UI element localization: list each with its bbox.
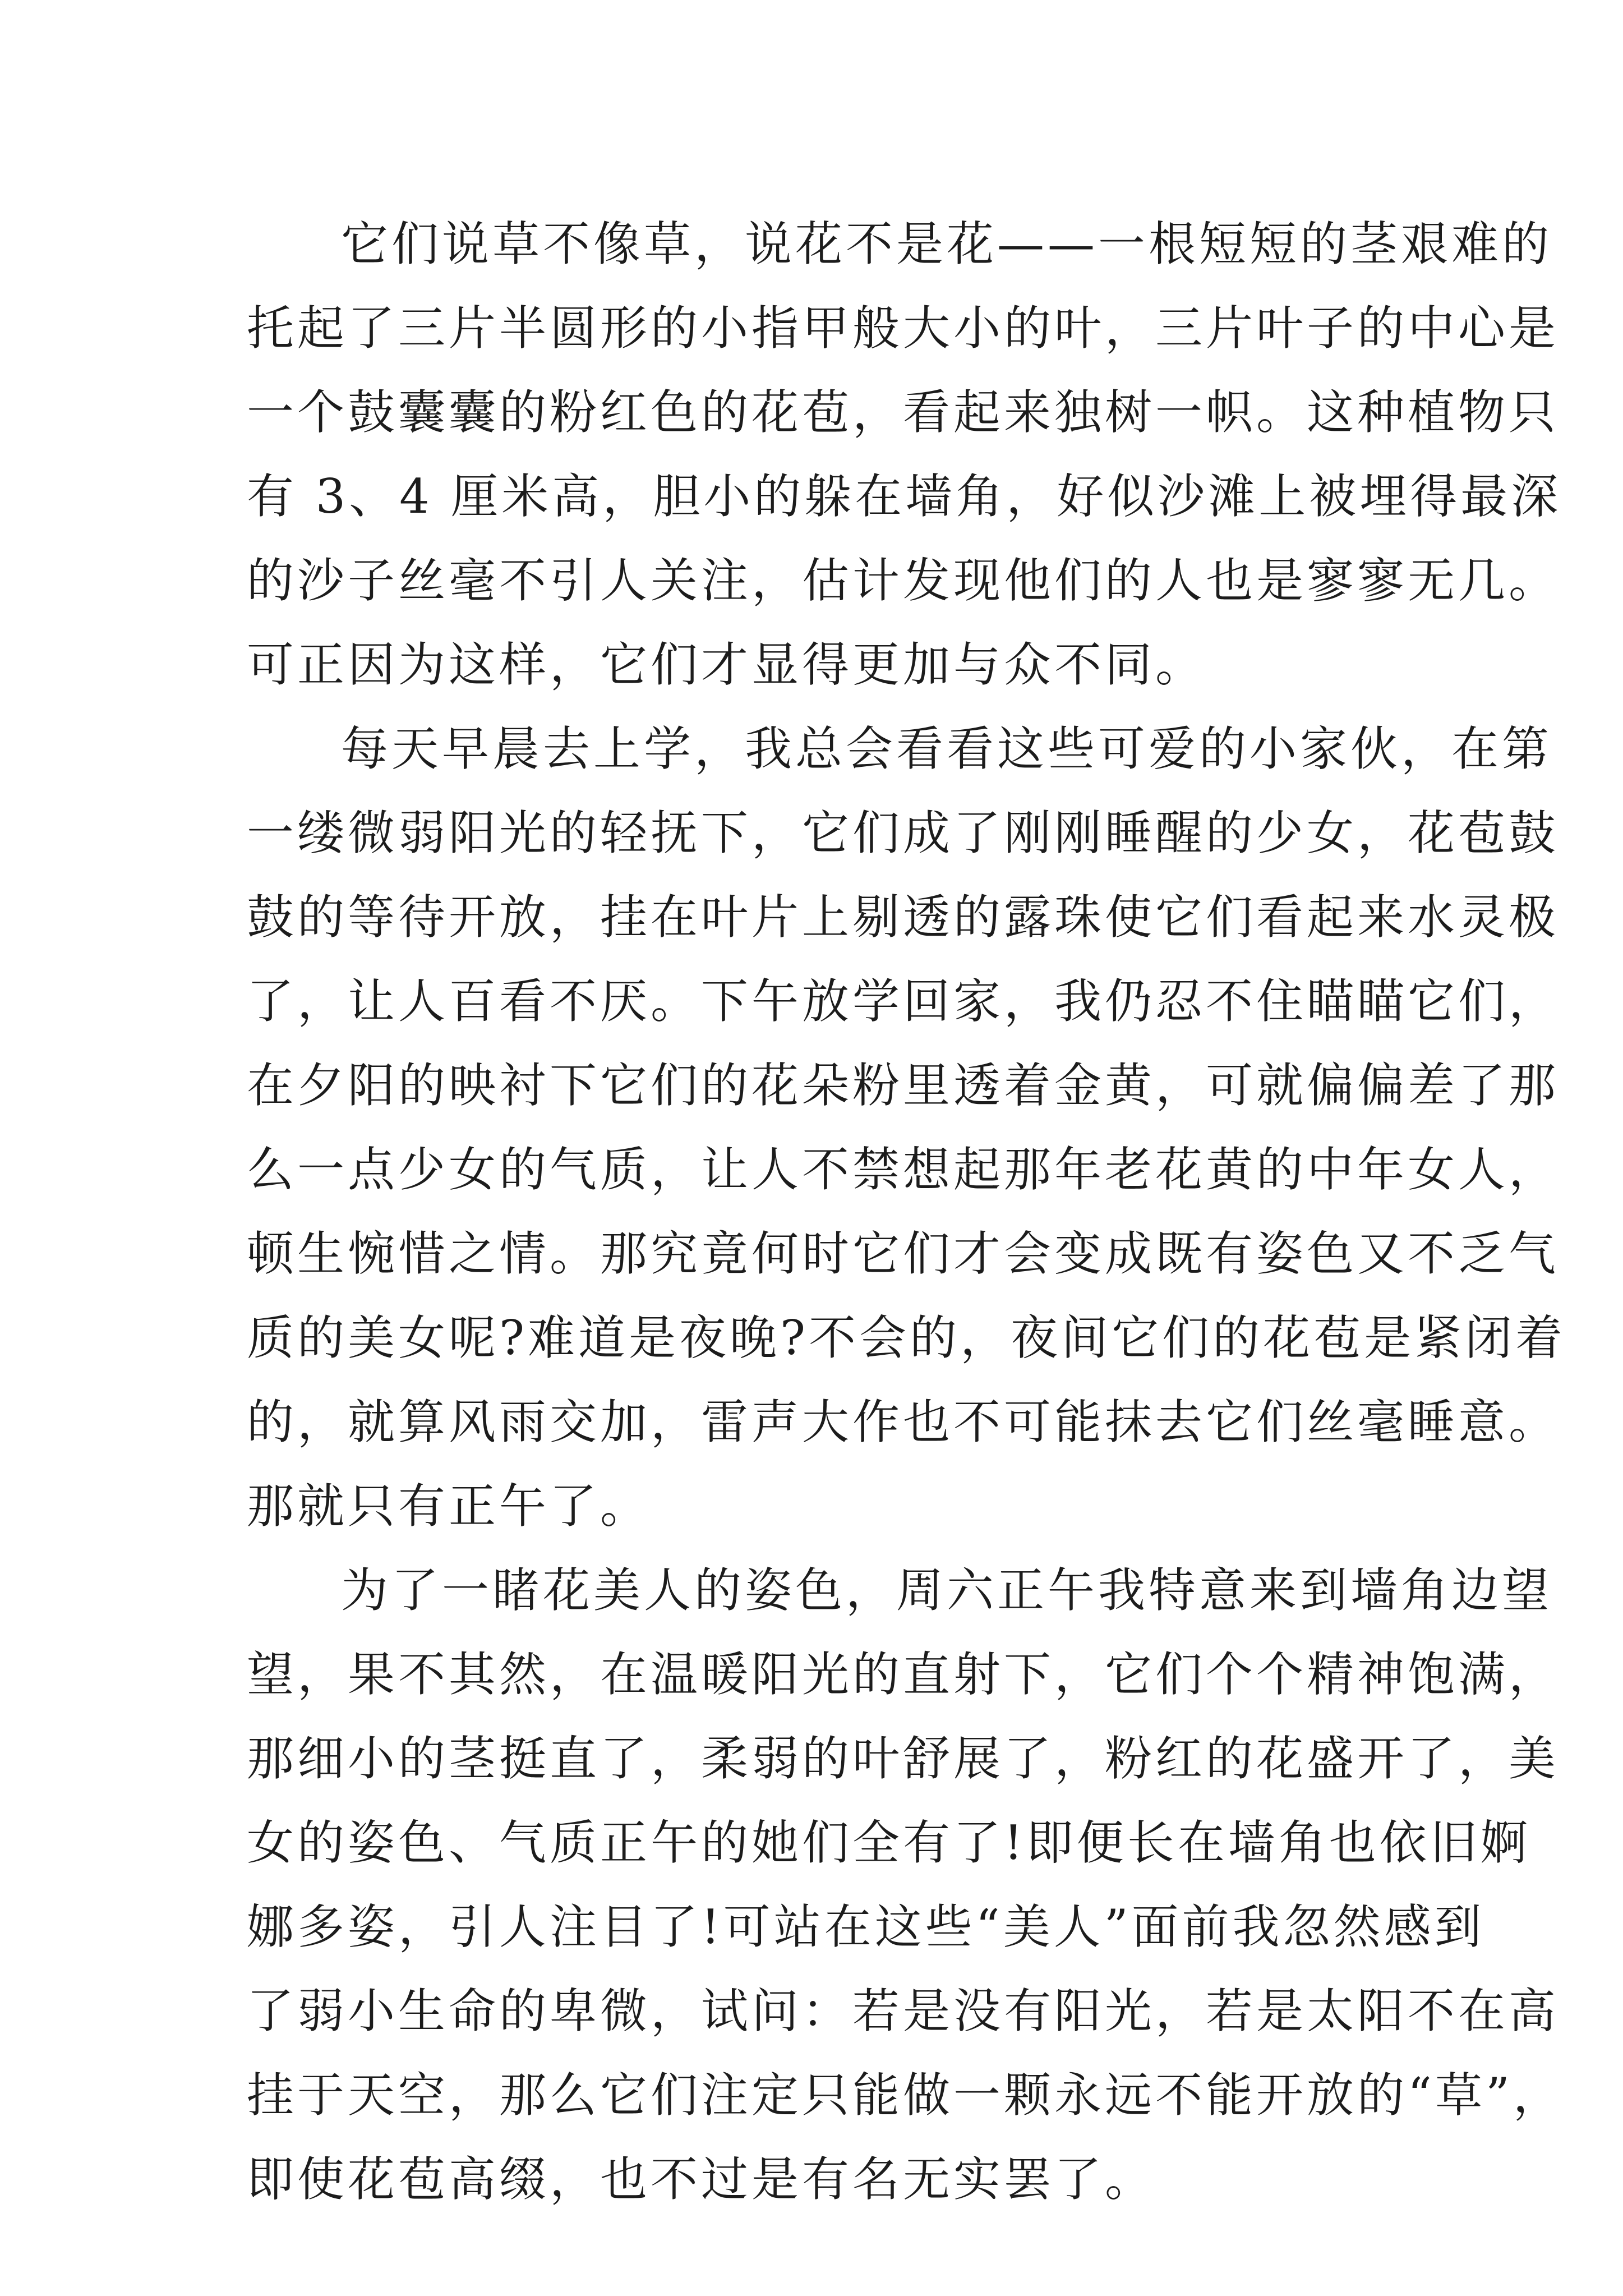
paragraph-1-line-4: 有 3、4 厘米高，胆小的躲在墙角，好似沙滩上被埋得最深 xyxy=(247,469,1562,524)
paragraph-3-line-5: 娜多姿，引人注目了!可站在这些“美人”面前我忽然感到 xyxy=(247,1899,1485,1954)
paragraph-2-line-5: 在夕阳的映衬下它们的花朵粉里透着金黄，可就偏偏差了那 xyxy=(247,1058,1560,1113)
paragraph-3-line-3: 那细小的茎挺直了，柔弱的叶舒展了，粉红的花盛开了，美 xyxy=(247,1731,1560,1786)
paragraph-2-line-10: 那就只有正午了。 xyxy=(247,1479,651,1534)
paragraph-2-line-9: 的，就算风雨交加，雷声大作也不可能抹去它们丝毫睡意。 xyxy=(247,1395,1560,1450)
paragraph-1-line-2: 托起了三片半圆形的小指甲般大小的叶，三片叶子的中心是 xyxy=(247,301,1560,356)
paragraph-2-line-2: 一缕微弱阳光的轻抚下，它们成了刚刚睡醒的少女，花苞鼓 xyxy=(247,806,1560,861)
paragraph-1-line-5: 的沙子丝毫不引人关注，估计发现他们的人也是寥寥无几。 xyxy=(247,553,1560,608)
paragraph-2-line-8: 质的美女呢?难道是夜晚?不会的，夜间它们的花苞是紧闭着 xyxy=(247,1310,1566,1365)
paragraph-3-line-1: 为了一睹花美人的姿色，周六正午我特意来到墙角边望 xyxy=(341,1563,1553,1618)
essay-body xyxy=(247,202,1566,2221)
paragraph-3-line-2: 望，果不其然，在温暖阳光的直射下，它们个个精神饱满， xyxy=(247,1647,1560,1702)
paragraph-1-line-3: 一个鼓囊囊的粉红色的花苞，看起来独树一帜。这种植物只 xyxy=(247,385,1560,440)
paragraph-2-line-6: 么一点少女的气质，让人不禁想起那年老花黄的中年女人， xyxy=(247,1142,1560,1197)
paragraph-1-line-1: 它们说草不像草，说花不是花——一根短短的茎艰难的 xyxy=(341,217,1553,272)
paragraph-2-line-3: 鼓的等待开放，挂在叶片上剔透的露珠使它们看起来水灵极 xyxy=(247,890,1560,945)
paragraph-3-line-4: 女的姿色、气质正午的她们全有了!即便长在墙角也依旧婀 xyxy=(247,1815,1531,1870)
paragraph-2-line-4: 了，让人百看不厌。下午放学回家，我仍忍不住瞄瞄它们， xyxy=(247,974,1560,1029)
paragraph-1-line-6: 可正因为这样，它们才显得更加与众不同。 xyxy=(247,637,1206,692)
paragraph-3-line-7: 挂于天空，那么它们注定只能做一颗永远不能开放的“草”， xyxy=(247,2068,1564,2123)
paragraph-3-line-6: 了弱小生命的卑微，试问：若是没有阳光，若是太阳不在高 xyxy=(247,1984,1560,2039)
paragraph-2-line-1: 每天早晨去上学，我总会看看这些可爱的小家伙，在第 xyxy=(341,721,1553,776)
paragraph-2-line-7: 顿生惋惜之情。那究竟何时它们才会变成既有姿色又不乏气 xyxy=(247,1226,1560,1281)
paragraph-3-line-8: 即使花苞高缀，也不过是有名无实罢了。 xyxy=(247,2152,1156,2207)
